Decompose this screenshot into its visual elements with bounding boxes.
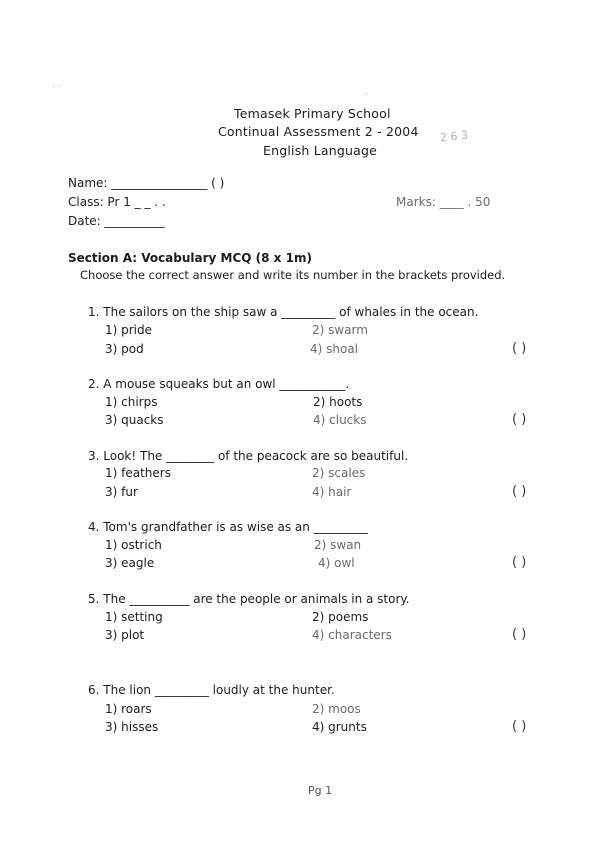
question-2: 2. A mouse squeaks but an owl ___________.: [88, 377, 350, 391]
q1-option-4: 4) shoal: [310, 342, 359, 356]
q3-option-2: 2) scales: [312, 466, 366, 480]
question-6: 6. The lion _________ loudly at the hunter.: [88, 683, 335, 697]
q3-option-4: 4) hair: [312, 485, 352, 499]
q1-answer-bracket: ( ): [512, 341, 527, 356]
q2-option-3: 3) quacks: [105, 413, 164, 427]
question-5: 5. The __________ are the people or animals in a story.: [88, 592, 410, 606]
q5-option-3: 3) plot: [105, 628, 145, 642]
q6-option-2: 2) moos: [312, 702, 361, 716]
q2-option-4: 4) clucks: [313, 413, 367, 427]
assessment-title: Continual Assessment 2 - 2004: [218, 124, 419, 139]
subject-title: English Language: [263, 143, 377, 158]
q2-option-2: 2) hoots: [313, 395, 363, 409]
q6-option-3: 3) hisses: [105, 720, 159, 734]
marks-field: Marks: ____ . 50: [396, 195, 491, 209]
question-4: 4. Tom's grandfather is as wise as an _________: [88, 520, 368, 534]
q4-answer-bracket: ( ): [512, 555, 527, 570]
q6-option-1: 1) roars: [105, 702, 152, 716]
q5-option-4: 4) characters: [312, 628, 392, 642]
q1-option-1: 1) pride: [105, 323, 153, 337]
scan-speck: .: [365, 88, 368, 98]
q4-option-4: 4) owl: [318, 556, 355, 570]
q5-option-2: 2) poems: [312, 610, 369, 624]
q3-option-3: 3) fur: [105, 485, 138, 499]
q1-option-2: 2) swarm: [312, 323, 368, 337]
q2-answer-bracket: ( ): [512, 412, 527, 427]
name-field: Name: ________________ ( ): [68, 176, 225, 190]
q4-option-1: 1) ostrich: [105, 538, 162, 552]
class-field: Class: Pr 1 _ _ . .: [68, 195, 166, 209]
q6-answer-bracket: ( ): [512, 719, 527, 734]
section-instruction: Choose the correct answer and write its number in the brackets provided.: [80, 268, 506, 282]
faint-stamp: 2 6 3: [439, 128, 469, 145]
question-3: 3. Look! The ________ of the peacock are so beautiful.: [88, 449, 409, 463]
q1-option-3: 3) pod: [105, 342, 144, 356]
date-field: Date: __________: [68, 214, 165, 228]
q3-answer-bracket: ( ): [512, 484, 527, 499]
q6-option-4: 4) grunts: [312, 720, 367, 734]
q5-answer-bracket: ( ): [512, 627, 527, 642]
q4-option-3: 3) eagle: [105, 556, 155, 570]
q5-option-1: 1) setting: [105, 610, 163, 624]
page-number: Pg 1: [308, 784, 333, 797]
section-title: Section A: Vocabulary MCQ (8 x 1m): [68, 251, 312, 265]
scan-speck: . .: [52, 80, 61, 90]
q3-option-1: 1) feathers: [105, 466, 171, 480]
question-1: 1. The sailors on the ship saw a _________ of whales in the ocean.: [88, 305, 479, 319]
school-name: Temasek Primary School: [234, 106, 391, 121]
q2-option-1: 1) chirps: [105, 395, 158, 409]
q4-option-2: 2) swan: [314, 538, 362, 552]
